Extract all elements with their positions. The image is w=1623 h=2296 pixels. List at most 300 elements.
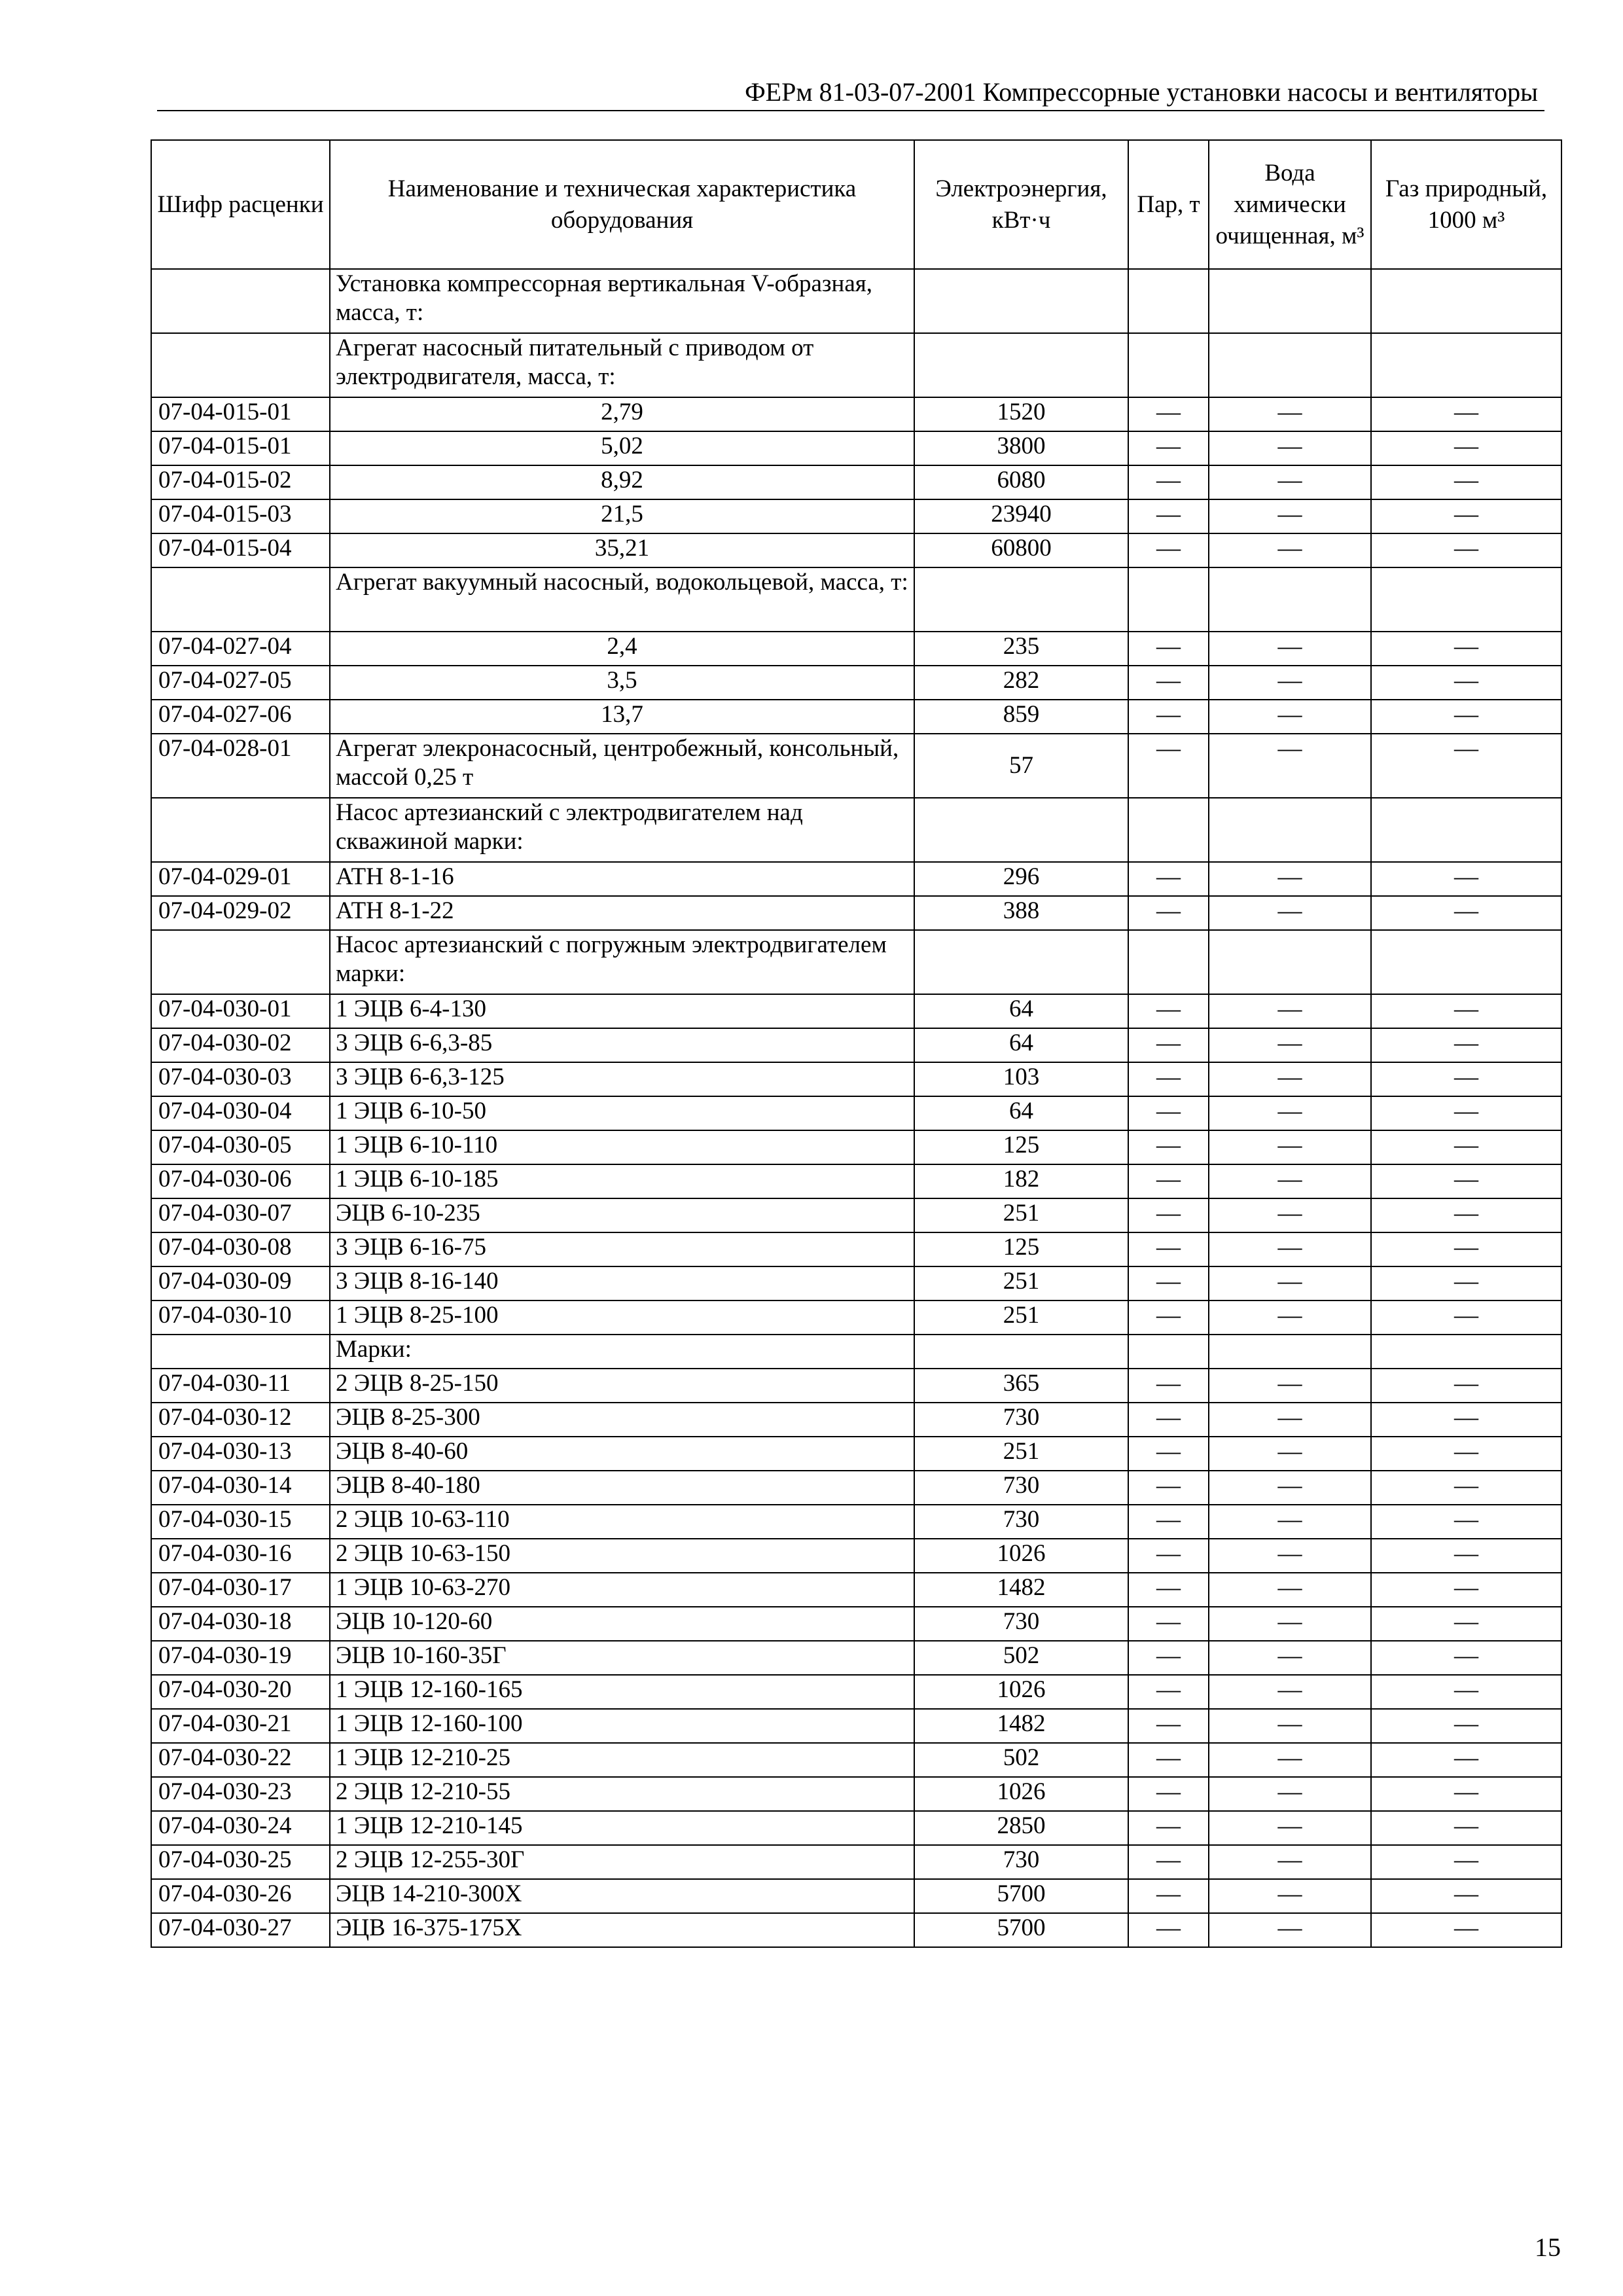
table-row bbox=[151, 465, 1561, 499]
col-header-water: Вода химически очищенная, м³ bbox=[1209, 140, 1371, 269]
cell-water: — bbox=[1209, 1096, 1371, 1130]
cell-name: 21,5 bbox=[330, 499, 914, 533]
cell-name: ЭЦВ 10-120-60 bbox=[330, 1607, 914, 1641]
cell-name: 1 ЭЦВ 6-10-185 bbox=[330, 1164, 914, 1198]
cell-steam: — bbox=[1128, 1062, 1209, 1096]
cell-gas bbox=[1371, 798, 1561, 862]
cell-gas: — bbox=[1371, 632, 1561, 666]
cell-code: 07-04-030-16 bbox=[151, 1539, 330, 1573]
cell-energy: 730 bbox=[914, 1505, 1128, 1539]
cell-steam: — bbox=[1128, 1369, 1209, 1403]
table-row bbox=[151, 1164, 1561, 1198]
cell-steam: — bbox=[1128, 1300, 1209, 1335]
cell-water: — bbox=[1209, 1811, 1371, 1845]
cell-section-title: Агрегат насосный питательный с приводом от электродвигателя, масса, т: bbox=[330, 333, 914, 397]
cell-water: — bbox=[1209, 465, 1371, 499]
cell-name: АТН 8-1-16 bbox=[330, 862, 914, 896]
cell-name: 2,4 bbox=[330, 632, 914, 666]
cell-name: ЭЦВ 16-375-175Х bbox=[330, 1913, 914, 1947]
col-header-steam: Пар, т bbox=[1128, 140, 1209, 269]
cell-code: 07-04-030-09 bbox=[151, 1266, 330, 1300]
table-row bbox=[151, 269, 1561, 333]
cell-section-title: Марки: bbox=[330, 1335, 914, 1369]
cell-energy: 859 bbox=[914, 700, 1128, 734]
table-row bbox=[151, 1607, 1561, 1641]
cell-gas: — bbox=[1371, 1198, 1561, 1232]
cell-section-title: Насос артезианский с погружным электродвигателем марки: bbox=[330, 930, 914, 994]
cell-name: 1 ЭЦВ 12-210-145 bbox=[330, 1811, 914, 1845]
cell-energy: 730 bbox=[914, 1403, 1128, 1437]
cell-gas: — bbox=[1371, 1913, 1561, 1947]
cell-code bbox=[151, 333, 330, 397]
cell-energy: 730 bbox=[914, 1471, 1128, 1505]
cell-water: — bbox=[1209, 1437, 1371, 1471]
cell-name: 2 ЭЦВ 12-210-55 bbox=[330, 1777, 914, 1811]
cell-name: 13,7 bbox=[330, 700, 914, 734]
cell-steam: — bbox=[1128, 700, 1209, 734]
cell-gas: — bbox=[1371, 1232, 1561, 1266]
cell-steam: — bbox=[1128, 1709, 1209, 1743]
cell-name: 2 ЭЦВ 12-255-30Г bbox=[330, 1845, 914, 1879]
cell-steam bbox=[1128, 930, 1209, 994]
cell-steam: — bbox=[1128, 1437, 1209, 1471]
cell-name: 2,79 bbox=[330, 397, 914, 431]
cell-steam: — bbox=[1128, 734, 1209, 798]
cell-code: 07-04-015-01 bbox=[151, 431, 330, 465]
cell-gas: — bbox=[1371, 1062, 1561, 1096]
cell-water: — bbox=[1209, 734, 1371, 798]
cell-energy bbox=[914, 798, 1128, 862]
table-row bbox=[151, 567, 1561, 632]
cell-gas: — bbox=[1371, 1879, 1561, 1913]
cell-energy: 251 bbox=[914, 1300, 1128, 1335]
table-row bbox=[151, 1743, 1561, 1777]
cell-gas: — bbox=[1371, 896, 1561, 930]
cell-water: — bbox=[1209, 632, 1371, 666]
cell-water: — bbox=[1209, 1266, 1371, 1300]
cell-water: — bbox=[1209, 1028, 1371, 1062]
cell-gas: — bbox=[1371, 1300, 1561, 1335]
cell-water: — bbox=[1209, 1743, 1371, 1777]
table-header-row bbox=[151, 140, 1561, 269]
cell-code: 07-04-030-12 bbox=[151, 1403, 330, 1437]
cell-water: — bbox=[1209, 1300, 1371, 1335]
cell-gas: — bbox=[1371, 1130, 1561, 1164]
cell-steam: — bbox=[1128, 1403, 1209, 1437]
cell-name: ЭЦВ 10-160-35Г bbox=[330, 1641, 914, 1675]
cell-energy: 57 bbox=[914, 734, 1128, 798]
col-header-gas: Газ природный, 1000 м³ bbox=[1371, 140, 1561, 269]
table-row bbox=[151, 1096, 1561, 1130]
cell-gas: — bbox=[1371, 1505, 1561, 1539]
cell-water: — bbox=[1209, 1539, 1371, 1573]
cell-water: — bbox=[1209, 1709, 1371, 1743]
table-row bbox=[151, 1028, 1561, 1062]
cell-gas: — bbox=[1371, 499, 1561, 533]
table-row bbox=[151, 798, 1561, 862]
cell-code: 07-04-015-01 bbox=[151, 397, 330, 431]
cell-code bbox=[151, 798, 330, 862]
cell-water bbox=[1209, 567, 1371, 632]
cell-name: 1 ЭЦВ 10-63-270 bbox=[330, 1573, 914, 1607]
cell-energy: 5700 bbox=[914, 1879, 1128, 1913]
cell-code: 07-04-028-01 bbox=[151, 734, 330, 798]
table-row bbox=[151, 1573, 1561, 1607]
cell-energy: 251 bbox=[914, 1437, 1128, 1471]
table-row bbox=[151, 896, 1561, 930]
page-header bbox=[157, 77, 1544, 111]
cell-energy: 365 bbox=[914, 1369, 1128, 1403]
cell-gas: — bbox=[1371, 1811, 1561, 1845]
cell-code: 07-04-030-17 bbox=[151, 1573, 330, 1607]
cell-code: 07-04-027-05 bbox=[151, 666, 330, 700]
table-row bbox=[151, 1130, 1561, 1164]
cell-steam: — bbox=[1128, 533, 1209, 567]
cell-name: 1 ЭЦВ 8-25-100 bbox=[330, 1300, 914, 1335]
cell-water: — bbox=[1209, 1675, 1371, 1709]
cell-gas: — bbox=[1371, 700, 1561, 734]
table-row bbox=[151, 499, 1561, 533]
table-row bbox=[151, 1539, 1561, 1573]
cell-steam: — bbox=[1128, 1471, 1209, 1505]
cell-name: 3 ЭЦВ 6-16-75 bbox=[330, 1232, 914, 1266]
cell-water bbox=[1209, 798, 1371, 862]
table-row bbox=[151, 1845, 1561, 1879]
cell-steam: — bbox=[1128, 397, 1209, 431]
table-row bbox=[151, 1232, 1561, 1266]
cell-water bbox=[1209, 1335, 1371, 1369]
cell-water: — bbox=[1209, 1573, 1371, 1607]
cell-water: — bbox=[1209, 1505, 1371, 1539]
cell-steam bbox=[1128, 269, 1209, 333]
cell-energy: 282 bbox=[914, 666, 1128, 700]
cell-code: 07-04-030-18 bbox=[151, 1607, 330, 1641]
cell-gas: — bbox=[1371, 1539, 1561, 1573]
table-row bbox=[151, 1641, 1561, 1675]
cell-gas: — bbox=[1371, 1573, 1561, 1607]
cell-code: 07-04-030-10 bbox=[151, 1300, 330, 1335]
cell-gas: — bbox=[1371, 1266, 1561, 1300]
cell-steam: — bbox=[1128, 1164, 1209, 1198]
cell-steam bbox=[1128, 333, 1209, 397]
cell-code: 07-04-030-11 bbox=[151, 1369, 330, 1403]
cell-energy: 6080 bbox=[914, 465, 1128, 499]
cell-steam bbox=[1128, 798, 1209, 862]
table-row bbox=[151, 533, 1561, 567]
cell-water: — bbox=[1209, 1777, 1371, 1811]
cell-water: — bbox=[1209, 666, 1371, 700]
cell-water: — bbox=[1209, 431, 1371, 465]
table-row bbox=[151, 1266, 1561, 1300]
table-row bbox=[151, 734, 1561, 798]
cell-energy: 2850 bbox=[914, 1811, 1128, 1845]
cell-steam: — bbox=[1128, 1505, 1209, 1539]
cell-code bbox=[151, 567, 330, 632]
cell-energy: 251 bbox=[914, 1266, 1128, 1300]
cell-name: ЭЦВ 8-40-60 bbox=[330, 1437, 914, 1471]
table-row bbox=[151, 1913, 1561, 1947]
cell-steam: — bbox=[1128, 1845, 1209, 1879]
table-row bbox=[151, 1403, 1561, 1437]
cell-gas: — bbox=[1371, 1607, 1561, 1641]
cell-code: 07-04-030-06 bbox=[151, 1164, 330, 1198]
cell-steam: — bbox=[1128, 1028, 1209, 1062]
cell-steam: — bbox=[1128, 1266, 1209, 1300]
cell-gas: — bbox=[1371, 1028, 1561, 1062]
cell-code bbox=[151, 930, 330, 994]
cell-name: ЭЦВ 8-25-300 bbox=[330, 1403, 914, 1437]
cell-energy: 64 bbox=[914, 994, 1128, 1028]
cell-gas bbox=[1371, 333, 1561, 397]
cell-steam: — bbox=[1128, 862, 1209, 896]
cell-energy: 1026 bbox=[914, 1539, 1128, 1573]
cell-gas bbox=[1371, 930, 1561, 994]
cell-steam: — bbox=[1128, 1743, 1209, 1777]
cell-code: 07-04-030-08 bbox=[151, 1232, 330, 1266]
cell-code: 07-04-030-04 bbox=[151, 1096, 330, 1130]
cell-energy: 1482 bbox=[914, 1709, 1128, 1743]
cell-water: — bbox=[1209, 1879, 1371, 1913]
cell-steam: — bbox=[1128, 431, 1209, 465]
cell-code: 07-04-030-01 bbox=[151, 994, 330, 1028]
cell-steam: — bbox=[1128, 1777, 1209, 1811]
cell-code: 07-04-030-03 bbox=[151, 1062, 330, 1096]
cell-code: 07-04-030-23 bbox=[151, 1777, 330, 1811]
cell-code: 07-04-030-07 bbox=[151, 1198, 330, 1232]
cell-energy: 1026 bbox=[914, 1777, 1128, 1811]
cell-energy: 730 bbox=[914, 1845, 1128, 1879]
table-row bbox=[151, 862, 1561, 896]
cell-gas: — bbox=[1371, 1709, 1561, 1743]
header-title: ФЕРм 81-03-07-2001 Компрессорные установки насосы и вентиляторы bbox=[745, 77, 1538, 107]
cell-energy: 502 bbox=[914, 1641, 1128, 1675]
cell-gas bbox=[1371, 269, 1561, 333]
cell-water: — bbox=[1209, 994, 1371, 1028]
cell-steam: — bbox=[1128, 1607, 1209, 1641]
cell-code: 07-04-030-25 bbox=[151, 1845, 330, 1879]
cell-name: АТН 8-1-22 bbox=[330, 896, 914, 930]
cell-name: 1 ЭЦВ 12-160-165 bbox=[330, 1675, 914, 1709]
cell-energy bbox=[914, 1335, 1128, 1369]
cell-gas: — bbox=[1371, 1369, 1561, 1403]
cell-energy: 296 bbox=[914, 862, 1128, 896]
cell-energy: 1520 bbox=[914, 397, 1128, 431]
cell-energy: 1026 bbox=[914, 1675, 1128, 1709]
table-row bbox=[151, 666, 1561, 700]
cell-steam bbox=[1128, 1335, 1209, 1369]
cell-code: 07-04-030-05 bbox=[151, 1130, 330, 1164]
cell-gas: — bbox=[1371, 1675, 1561, 1709]
cell-section-title: Насос артезианский с электродвигателем над скважиной марки: bbox=[330, 798, 914, 862]
table-row bbox=[151, 1811, 1561, 1845]
table-row bbox=[151, 930, 1561, 994]
cell-name: 5,02 bbox=[330, 431, 914, 465]
cell-code: 07-04-015-04 bbox=[151, 533, 330, 567]
cell-water: — bbox=[1209, 896, 1371, 930]
cell-gas: — bbox=[1371, 1096, 1561, 1130]
cell-water: — bbox=[1209, 1232, 1371, 1266]
cell-code bbox=[151, 269, 330, 333]
cell-water: — bbox=[1209, 1471, 1371, 1505]
table-row bbox=[151, 1062, 1561, 1096]
table-row bbox=[151, 1777, 1561, 1811]
cell-code bbox=[151, 1335, 330, 1369]
cell-gas: — bbox=[1371, 1437, 1561, 1471]
cell-steam: — bbox=[1128, 1130, 1209, 1164]
cell-gas: — bbox=[1371, 1777, 1561, 1811]
cell-energy bbox=[914, 930, 1128, 994]
cell-gas: — bbox=[1371, 533, 1561, 567]
table-row bbox=[151, 632, 1561, 666]
cell-water: — bbox=[1209, 1845, 1371, 1879]
cell-name: 1 ЭЦВ 6-10-110 bbox=[330, 1130, 914, 1164]
cell-water: — bbox=[1209, 1369, 1371, 1403]
cell-gas: — bbox=[1371, 734, 1561, 798]
cell-steam: — bbox=[1128, 1811, 1209, 1845]
cell-name: ЭЦВ 14-210-300Х bbox=[330, 1879, 914, 1913]
cell-gas: — bbox=[1371, 1743, 1561, 1777]
cell-steam: — bbox=[1128, 1198, 1209, 1232]
cell-gas: — bbox=[1371, 1164, 1561, 1198]
cell-code: 07-04-027-06 bbox=[151, 700, 330, 734]
cell-gas: — bbox=[1371, 1845, 1561, 1879]
cell-name: 8,92 bbox=[330, 465, 914, 499]
table-row bbox=[151, 1879, 1561, 1913]
cell-gas: — bbox=[1371, 666, 1561, 700]
cell-water: — bbox=[1209, 1641, 1371, 1675]
cell-name: 2 ЭЦВ 8-25-150 bbox=[330, 1369, 914, 1403]
cell-code: 07-04-030-22 bbox=[151, 1743, 330, 1777]
cell-steam: — bbox=[1128, 1675, 1209, 1709]
cell-energy: 235 bbox=[914, 632, 1128, 666]
table-row bbox=[151, 1675, 1561, 1709]
cell-steam: — bbox=[1128, 1641, 1209, 1675]
cell-energy bbox=[914, 567, 1128, 632]
cell-gas bbox=[1371, 1335, 1561, 1369]
cell-gas: — bbox=[1371, 431, 1561, 465]
cell-energy: 1482 bbox=[914, 1573, 1128, 1607]
cell-name: 1 ЭЦВ 6-4-130 bbox=[330, 994, 914, 1028]
cell-section-title: Установка компрессорная вертикальная V-образная, масса, т: bbox=[330, 269, 914, 333]
cell-energy: 251 bbox=[914, 1198, 1128, 1232]
cell-code: 07-04-015-03 bbox=[151, 499, 330, 533]
cell-code: 07-04-029-01 bbox=[151, 862, 330, 896]
cell-name: 1 ЭЦВ 12-160-100 bbox=[330, 1709, 914, 1743]
cell-name: 35,21 bbox=[330, 533, 914, 567]
cell-water: — bbox=[1209, 1607, 1371, 1641]
cell-gas: — bbox=[1371, 1471, 1561, 1505]
cell-name: ЭЦВ 8-40-180 bbox=[330, 1471, 914, 1505]
cell-energy: 3800 bbox=[914, 431, 1128, 465]
table-row bbox=[151, 1437, 1561, 1471]
table-row bbox=[151, 1198, 1561, 1232]
cell-code: 07-04-030-24 bbox=[151, 1811, 330, 1845]
table-row bbox=[151, 333, 1561, 397]
cell-water: — bbox=[1209, 862, 1371, 896]
cell-steam: — bbox=[1128, 1539, 1209, 1573]
cell-code: 07-04-030-20 bbox=[151, 1675, 330, 1709]
col-header-code: Шифр расценки bbox=[151, 140, 330, 269]
cell-code: 07-04-030-27 bbox=[151, 1913, 330, 1947]
cell-name: 1 ЭЦВ 6-10-50 bbox=[330, 1096, 914, 1130]
cell-steam: — bbox=[1128, 994, 1209, 1028]
cell-energy: 60800 bbox=[914, 533, 1128, 567]
cell-energy: 125 bbox=[914, 1130, 1128, 1164]
cell-steam: — bbox=[1128, 1096, 1209, 1130]
cell-code: 07-04-015-02 bbox=[151, 465, 330, 499]
cell-energy bbox=[914, 333, 1128, 397]
cell-gas: — bbox=[1371, 1641, 1561, 1675]
cell-water: — bbox=[1209, 1913, 1371, 1947]
cell-energy: 5700 bbox=[914, 1913, 1128, 1947]
cell-gas: — bbox=[1371, 465, 1561, 499]
cell-steam: — bbox=[1128, 632, 1209, 666]
cell-energy: 103 bbox=[914, 1062, 1128, 1096]
cell-code: 07-04-030-13 bbox=[151, 1437, 330, 1471]
cell-code: 07-04-030-14 bbox=[151, 1471, 330, 1505]
cell-energy: 64 bbox=[914, 1096, 1128, 1130]
col-header-name: Наименование и техническая характеристика оборудования bbox=[330, 140, 914, 269]
cell-water: — bbox=[1209, 1403, 1371, 1437]
cell-energy: 730 bbox=[914, 1607, 1128, 1641]
cell-water: — bbox=[1209, 1130, 1371, 1164]
cell-gas: — bbox=[1371, 862, 1561, 896]
cell-energy bbox=[914, 269, 1128, 333]
cell-code: 07-04-027-04 bbox=[151, 632, 330, 666]
cell-steam: — bbox=[1128, 1232, 1209, 1266]
table-row bbox=[151, 1471, 1561, 1505]
cell-name: 1 ЭЦВ 12-210-25 bbox=[330, 1743, 914, 1777]
cell-steam: — bbox=[1128, 666, 1209, 700]
cell-water: — bbox=[1209, 499, 1371, 533]
table-row bbox=[151, 1505, 1561, 1539]
cell-water: — bbox=[1209, 533, 1371, 567]
cell-steam: — bbox=[1128, 465, 1209, 499]
cell-code: 07-04-029-02 bbox=[151, 896, 330, 930]
cell-code: 07-04-030-15 bbox=[151, 1505, 330, 1539]
cell-steam: — bbox=[1128, 1879, 1209, 1913]
cell-code: 07-04-030-02 bbox=[151, 1028, 330, 1062]
cell-gas: — bbox=[1371, 994, 1561, 1028]
cell-steam: — bbox=[1128, 499, 1209, 533]
cell-gas bbox=[1371, 567, 1561, 632]
cell-section-title: Агрегат вакуумный насосный, водокольцевой, масса, т: bbox=[330, 567, 914, 632]
cell-energy: 502 bbox=[914, 1743, 1128, 1777]
cell-name: 3 ЭЦВ 6-6,3-125 bbox=[330, 1062, 914, 1096]
cell-name: ЭЦВ 6-10-235 bbox=[330, 1198, 914, 1232]
cell-name: 3,5 bbox=[330, 666, 914, 700]
table-row bbox=[151, 1709, 1561, 1743]
cell-water: — bbox=[1209, 1164, 1371, 1198]
cell-code: 07-04-030-26 bbox=[151, 1879, 330, 1913]
cell-water: — bbox=[1209, 700, 1371, 734]
table-row bbox=[151, 431, 1561, 465]
cell-code: 07-04-030-19 bbox=[151, 1641, 330, 1675]
price-table bbox=[151, 139, 1562, 1948]
table-row bbox=[151, 700, 1561, 734]
cell-water: — bbox=[1209, 397, 1371, 431]
table-row bbox=[151, 994, 1561, 1028]
cell-energy: 388 bbox=[914, 896, 1128, 930]
cell-name: 2 ЭЦВ 10-63-150 bbox=[330, 1539, 914, 1573]
cell-water: — bbox=[1209, 1062, 1371, 1096]
cell-water: — bbox=[1209, 1198, 1371, 1232]
cell-energy: 64 bbox=[914, 1028, 1128, 1062]
cell-name: Агрегат элекронасосный, центробежный, консольный, массой 0,25 т bbox=[330, 734, 914, 798]
cell-water bbox=[1209, 333, 1371, 397]
cell-water bbox=[1209, 930, 1371, 994]
cell-energy: 23940 bbox=[914, 499, 1128, 533]
